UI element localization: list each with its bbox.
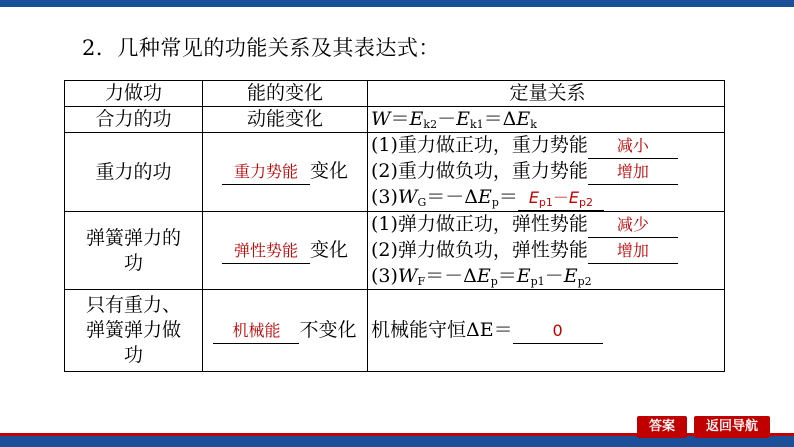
spring-work-line-1: 弹簧弹力的: [85, 226, 181, 249]
cell-spring-relations: [368, 212, 725, 290]
cell-gravity-energy: [203, 133, 368, 212]
header-work: 力做功: [65, 81, 203, 107]
header-quantitative: 定量关系: [368, 81, 725, 107]
gravity-line-1-text: (1)重力做正功，重力势能: [371, 134, 588, 156]
conservative-work-line-1: 只有重力、: [85, 294, 181, 316]
answer-button[interactable]: 答案: [637, 416, 687, 438]
answer-spring-energy: 弹性势能: [233, 240, 298, 260]
cell-mechanical-energy: [203, 290, 368, 372]
suffix-no-change: 不变化: [299, 318, 357, 341]
suffix-spring-change: 变化: [309, 238, 348, 261]
table-header-row: [65, 81, 725, 107]
conservation-text: 机械能守恒ΔE＝: [371, 318, 513, 341]
blank-conservation: [513, 318, 603, 344]
gravity-line-2-text: (2)重力做负功，重力势能: [371, 160, 588, 182]
table-row: [65, 290, 725, 372]
cell-conservative-work: [65, 290, 203, 372]
conservative-work-line-3: 功: [123, 344, 143, 366]
spring-line-1-text: (1)弹力做正功，弹性势能: [371, 213, 588, 235]
cell-gravity-work: 重力的功: [65, 133, 203, 212]
top-bar: [0, 0, 794, 7]
gravity-line-2: [371, 159, 724, 185]
suffix-gravity-change: 变化: [309, 160, 348, 182]
energy-relation-table: [64, 80, 725, 372]
blank-spring-negative: [588, 238, 678, 264]
section-heading: 2．几种常见的功能关系及其表达式：: [82, 36, 440, 60]
answer-gravity-formula: $E_{p1}-E_{p2}$: [528, 188, 594, 209]
blank-gravity-energy: [222, 159, 310, 185]
gravity-line-3: $(3)W_G=-\Delta E_p= E_{p1}-E_{p2}$: [371, 185, 724, 211]
table-row: [65, 212, 725, 290]
cell-kinetic-change: 动能变化: [203, 107, 368, 133]
spring-line-2-text: (2)弹力做负功，弹性势能: [371, 239, 588, 261]
back-to-nav-button[interactable]: 返回导航: [694, 416, 770, 438]
blank-gravity-formula: [518, 185, 604, 211]
blank-spring-positive: [588, 212, 678, 238]
blank-spring-energy: [222, 238, 310, 264]
cell-conservation: [368, 290, 725, 372]
answer-gravity-negative: 增加: [616, 162, 649, 181]
blank-gravity-negative: [588, 159, 678, 185]
blank-gravity-positive: [588, 133, 678, 159]
answer-gravity-energy: 重力势能: [233, 162, 298, 181]
header-energy-change: 能的变化: [203, 81, 368, 107]
cell-spring-energy: [203, 212, 368, 290]
answer-conservation: 0: [552, 320, 563, 340]
formula-kinetic: $W=E_{k2}-E_{k1}=\Delta E_k$: [371, 108, 537, 131]
spring-line-1: [371, 212, 724, 238]
table-row: [65, 107, 725, 133]
spring-work-line-2: 功: [123, 251, 143, 274]
answer-mechanical-energy: 机械能: [232, 320, 281, 340]
table-row: [65, 133, 725, 212]
cell-spring-work: [65, 212, 203, 290]
gravity-line-1: [371, 133, 724, 159]
answer-gravity-positive: 减小: [616, 136, 649, 155]
cell-work-energy-theorem: [368, 107, 725, 133]
conservative-work-line-2: 弹簧弹力做: [85, 319, 181, 341]
cell-gravity-relations: [368, 133, 725, 212]
answer-spring-positive: 减少: [616, 215, 649, 234]
blank-mechanical-energy: [213, 318, 299, 344]
spring-line-3: $(3)W_F=-\Delta E_p=E_{p1}-E_{p2}$: [371, 265, 592, 288]
spring-line-2: [371, 238, 724, 264]
cell-net-work: 合力的功: [65, 107, 203, 133]
answer-spring-negative: 增加: [616, 241, 649, 260]
